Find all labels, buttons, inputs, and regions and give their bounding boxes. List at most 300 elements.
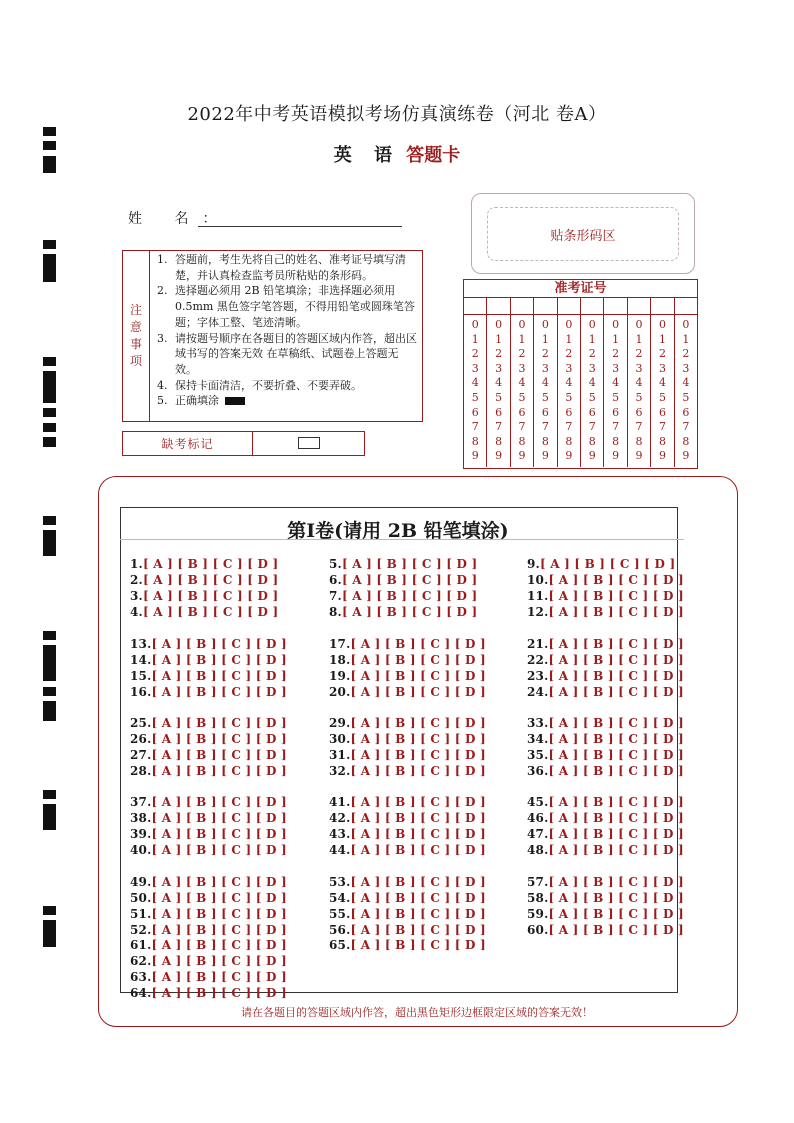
answer-options[interactable]: [ A ] [ B ] [ C ] [ D ] [151, 954, 287, 968]
question-51[interactable] [130, 907, 287, 921]
question-25[interactable] [130, 716, 287, 730]
question-45[interactable] [527, 795, 684, 809]
question-43[interactable] [329, 827, 486, 841]
exam-id-digit-bubble[interactable]: 6 [565, 405, 573, 419]
exam-id-digit-bubble[interactable]: 8 [495, 434, 503, 448]
question-50[interactable] [130, 891, 287, 905]
question-65[interactable] [329, 938, 486, 952]
notice-item: 5. 正确填涂 [157, 393, 419, 409]
exam-id-digit-bubble[interactable]: 4 [495, 376, 503, 390]
question-53[interactable] [329, 875, 486, 889]
answer-options[interactable]: [ A ] [ B ] [ C ] [ D ] [548, 732, 684, 746]
exam-id-digit-bubble[interactable]: 7 [658, 420, 666, 434]
exam-id-digit-bubble[interactable]: 7 [635, 420, 643, 434]
exam-id-digit-bubble[interactable]: 4 [471, 376, 479, 390]
answer-options[interactable]: [ A ] [ B ] [ C ] [ D ] [548, 685, 684, 699]
exam-id-digit-bubble[interactable]: 8 [471, 434, 479, 448]
answer-options[interactable]: [ A ] [ B ] [ C ] [ D ] [350, 685, 486, 699]
exam-id-digit-bubble[interactable]: 8 [612, 434, 620, 448]
question-49[interactable] [130, 875, 287, 889]
answer-options[interactable]: [ A ] [ B ] [ C ] [ D ] [151, 907, 287, 921]
exam-id-digit-bubble[interactable]: 3 [565, 361, 573, 375]
question-10[interactable] [527, 573, 684, 587]
question-7[interactable] [329, 589, 477, 603]
question-number: 27. [130, 748, 152, 762]
question-13[interactable] [130, 637, 287, 651]
exam-id-write-cell[interactable] [534, 298, 557, 314]
question-number: 51. [130, 907, 152, 921]
question-number: 65. [329, 938, 351, 952]
name-label: 姓 名： [128, 211, 231, 227]
exam-id-digit-bubble[interactable]: 0 [471, 318, 479, 331]
question-21[interactable] [527, 637, 684, 651]
exam-id-digit-bubble[interactable]: 5 [518, 390, 526, 404]
answer-options[interactable]: [ A ] [ B ] [ C ] [ D ] [341, 557, 478, 571]
exam-id-write-cell[interactable] [464, 298, 487, 314]
exam-id-write-cell[interactable] [604, 298, 627, 314]
exam-id-digit-bubble[interactable]: 6 [612, 405, 620, 419]
question-62[interactable] [130, 954, 287, 968]
answer-options[interactable]: [ A ] [ B ] [ C ] [ D ] [151, 716, 287, 730]
exam-id-digit-bubble[interactable]: 3 [471, 361, 479, 375]
notice-char: 注 [129, 303, 142, 317]
question-40[interactable] [130, 843, 287, 857]
notice-box [122, 250, 423, 422]
question-number: 14. [130, 653, 152, 667]
exam-id-digit-bubble[interactable]: 2 [612, 347, 620, 361]
exam-id-digit-bubble[interactable]: 0 [658, 318, 666, 331]
question-number: 28. [130, 764, 152, 778]
exam-id-digit-bubble[interactable]: 2 [495, 347, 503, 361]
exam-id-digit-bubble[interactable]: 9 [588, 449, 596, 463]
question-64[interactable] [130, 986, 287, 1000]
exam-id-digit-bubble[interactable]: 3 [518, 361, 526, 375]
answer-options[interactable]: [ A ] [ B ] [ C ] [ D ] [350, 827, 486, 841]
filled-example-mark [225, 397, 245, 405]
question-number: 36. [527, 764, 549, 778]
answer-options[interactable]: [ A ] [ B ] [ C ] [ D ] [151, 938, 287, 952]
question-number: 7. [329, 589, 342, 603]
notice-char: 事 [129, 337, 142, 351]
answer-options[interactable]: [ A ] [ B ] [ C ] [ D ] [548, 923, 684, 937]
question-36[interactable] [527, 764, 684, 778]
exam-id-write-cell[interactable] [581, 298, 604, 314]
question-number: 22. [527, 653, 549, 667]
exam-id-digit-bubble[interactable]: 9 [541, 449, 549, 463]
answer-options[interactable]: [ A ] [ B ] [ C ] [ D ] [151, 764, 287, 778]
exam-id-write-cell[interactable] [558, 298, 581, 314]
question-38[interactable] [130, 811, 287, 825]
question-35[interactable] [527, 748, 684, 762]
question-27[interactable] [130, 748, 287, 762]
exam-id-digit-bubble[interactable]: 6 [658, 405, 666, 419]
exam-id-digit-bubble[interactable]: 5 [612, 390, 620, 404]
exam-id-digit-bubble[interactable]: 3 [682, 361, 690, 375]
exam-id-digit-bubble[interactable]: 5 [541, 390, 549, 404]
exam-id-digit-bubble[interactable]: 7 [518, 420, 526, 434]
exam-id-digit-bubble[interactable]: 6 [682, 405, 690, 419]
question-number: 34. [527, 732, 549, 746]
exam-id-digit-bubble[interactable]: 9 [518, 449, 526, 463]
barcode-label: 贴条形码区 [550, 228, 616, 244]
question-41[interactable] [329, 795, 486, 809]
answer-options[interactable]: [ A ] [ B ] [ C ] [ D ] [151, 891, 287, 905]
exam-id-digit-bubble[interactable]: 2 [541, 347, 549, 361]
question-58[interactable] [527, 891, 684, 905]
exam-id-digit-bubble[interactable]: 9 [658, 449, 666, 463]
exam-id-digit-bubble[interactable]: 5 [471, 390, 479, 404]
footer-note: 请在各题目的答题区域内作答，超出黑色矩形边框限定区域的答案无效！ [241, 1006, 593, 1019]
answer-options[interactable]: [ A ] [ B ] [ C ] [ D ] [151, 653, 287, 667]
answer-options[interactable]: [ A ] [ B ] [ C ] [ D ] [350, 716, 486, 730]
answer-options[interactable]: [ A ] [ B ] [ C ] [ D ] [350, 669, 486, 683]
question-29[interactable] [329, 716, 486, 730]
question-18[interactable] [329, 653, 486, 667]
answer-options[interactable]: [ A ] [ B ] [ C ] [ D ] [142, 557, 279, 571]
exam-id-digit-bubble[interactable]: 7 [495, 420, 503, 434]
exam-id-digit-bubble[interactable]: 0 [588, 318, 596, 331]
question-number: 62. [130, 954, 152, 968]
question-44[interactable] [329, 843, 486, 857]
question-52[interactable] [130, 923, 287, 937]
exam-id-digit-bubble[interactable]: 6 [541, 405, 549, 419]
exam-id-digit-bubble[interactable]: 1 [471, 332, 479, 346]
exam-id-digit-bubble[interactable]: 3 [588, 361, 596, 375]
question-20[interactable] [329, 685, 486, 699]
answer-options[interactable]: [ A ] [ B ] [ C ] [ D ] [142, 573, 279, 587]
question-33[interactable] [527, 716, 684, 730]
card-label: 答题卡 [406, 145, 461, 166]
answer-options[interactable]: [ A ] [ B ] [ C ] [ D ] [350, 811, 486, 825]
exam-id-digit-bubble[interactable]: 1 [635, 332, 643, 346]
exam-id-digit-bubble[interactable]: 9 [565, 449, 573, 463]
exam-id-digit-bubble[interactable]: 1 [658, 332, 666, 346]
exam-id-column [675, 315, 697, 467]
answer-options[interactable]: [ A ] [ B ] [ C ] [ D ] [548, 637, 684, 651]
question-2[interactable] [130, 573, 278, 587]
exam-id-digit-bubble[interactable]: 5 [565, 390, 573, 404]
question-54[interactable] [329, 891, 486, 905]
exam-id-digit-bubble[interactable]: 2 [518, 347, 526, 361]
question-31[interactable] [329, 748, 486, 762]
answer-options[interactable]: [ A ] [ B ] [ C ] [ D ] [548, 573, 684, 587]
question-number: 29. [329, 716, 351, 730]
answer-options[interactable]: [ A ] [ B ] [ C ] [ D ] [350, 938, 486, 952]
question-17[interactable] [329, 637, 486, 651]
answer-options[interactable]: [ A ] [ B ] [ C ] [ D ] [151, 843, 287, 857]
question-37[interactable] [130, 795, 287, 809]
question-19[interactable] [329, 669, 486, 683]
exam-id-bubble-columns [464, 315, 697, 467]
question-28[interactable] [130, 764, 287, 778]
question-39[interactable] [130, 827, 287, 841]
exam-id-digit-bubble[interactable]: 0 [682, 318, 690, 331]
exam-id-digit-bubble[interactable]: 3 [658, 361, 666, 375]
question-number: 64. [130, 986, 152, 1000]
question-57[interactable] [527, 875, 684, 889]
exam-id-digit-bubble[interactable]: 7 [541, 420, 549, 434]
exam-id-digit-bubble[interactable]: 4 [635, 376, 643, 390]
question-number: 13. [130, 637, 152, 651]
question-55[interactable] [329, 907, 486, 921]
exam-id-digit-bubble[interactable]: 4 [658, 376, 666, 390]
answer-options[interactable]: [ A ] [ B ] [ C ] [ D ] [151, 827, 287, 841]
section-title: 第Ⅰ卷(请用 2B 铅笔填涂) [287, 520, 509, 542]
exam-id-digit-bubble[interactable]: 6 [635, 405, 643, 419]
question-47[interactable] [527, 827, 684, 841]
question-3[interactable] [130, 589, 278, 603]
answer-options[interactable]: [ A ] [ B ] [ C ] [ D ] [151, 923, 287, 937]
question-32[interactable] [329, 764, 486, 778]
answer-options[interactable]: [ A ] [ B ] [ C ] [ D ] [548, 605, 684, 619]
exam-id-digit-bubble[interactable]: 3 [612, 361, 620, 375]
answer-options[interactable]: [ A ] [ B ] [ C ] [ D ] [548, 653, 684, 667]
answer-options[interactable]: [ A ] [ B ] [ C ] [ D ] [350, 637, 486, 651]
question-number: 43. [329, 827, 351, 841]
answer-options[interactable]: [ A ] [ B ] [ C ] [ D ] [548, 795, 684, 809]
answer-options[interactable]: [ A ] [ B ] [ C ] [ D ] [350, 875, 486, 889]
answer-options[interactable]: [ A ] [ B ] [ C ] [ D ] [548, 891, 684, 905]
answer-options[interactable]: [ A ] [ B ] [ C ] [ D ] [341, 589, 478, 603]
exam-id-digit-bubble[interactable]: 2 [635, 347, 643, 361]
exam-id-digit-bubble[interactable]: 9 [612, 449, 620, 463]
question-46[interactable] [527, 811, 684, 825]
answer-options[interactable]: [ A ] [ B ] [ C ] [ D ] [539, 557, 676, 571]
answer-options[interactable]: [ A ] [ B ] [ C ] [ D ] [548, 669, 684, 683]
answer-options[interactable]: [ A ] [ B ] [ C ] [ D ] [548, 716, 684, 730]
exam-id-digit-bubble[interactable]: 5 [658, 390, 666, 404]
question-number: 42. [329, 811, 351, 825]
exam-id-digit-bubble[interactable]: 7 [612, 420, 620, 434]
exam-id-digit-bubble[interactable]: 2 [588, 347, 596, 361]
exam-id-column [534, 315, 557, 467]
answer-options[interactable]: [ A ] [ B ] [ C ] [ D ] [548, 907, 684, 921]
exam-id-digit-bubble[interactable]: 6 [518, 405, 526, 419]
absent-label: 缺考标记 [123, 432, 253, 455]
question-14[interactable] [130, 653, 287, 667]
question-24[interactable] [527, 685, 684, 699]
question-61[interactable] [130, 938, 287, 952]
exam-id-column [628, 315, 651, 467]
exam-id-digit-bubble[interactable]: 6 [471, 405, 479, 419]
answer-options[interactable]: [ A ] [ B ] [ C ] [ D ] [142, 605, 279, 619]
exam-id-digit-bubble[interactable]: 9 [635, 449, 643, 463]
question-number: 60. [527, 923, 549, 937]
exam-id-digit-bubble[interactable]: 7 [565, 420, 573, 434]
question-number: 44. [329, 843, 351, 857]
answer-options[interactable]: [ A ] [ B ] [ C ] [ D ] [548, 589, 684, 603]
question-11[interactable] [527, 589, 684, 603]
question-number: 26. [130, 732, 152, 746]
exam-id-write-cell[interactable] [651, 298, 674, 314]
question-number: 40. [130, 843, 152, 857]
exam-id-digit-bubble[interactable]: 8 [588, 434, 596, 448]
exam-id-digit-bubble[interactable]: 0 [612, 318, 620, 331]
exam-id-digit-bubble[interactable]: 1 [518, 332, 526, 346]
answer-options[interactable]: [ A ] [ B ] [ C ] [ D ] [350, 764, 486, 778]
exam-id-digit-bubble[interactable]: 4 [612, 376, 620, 390]
exam-id-digit-bubble[interactable]: 3 [541, 361, 549, 375]
question-63[interactable] [130, 970, 287, 984]
answer-options[interactable]: [ A ] [ B ] [ C ] [ D ] [350, 748, 486, 762]
answer-options[interactable]: [ A ] [ B ] [ C ] [ D ] [548, 875, 684, 889]
exam-id-digit-bubble[interactable]: 4 [541, 376, 549, 390]
question-number: 9. [527, 557, 540, 571]
answer-options[interactable]: [ A ] [ B ] [ C ] [ D ] [548, 748, 684, 762]
question-number: 37. [130, 795, 152, 809]
exam-id-grid [463, 279, 698, 469]
exam-id-digit-bubble[interactable]: 8 [658, 434, 666, 448]
question-16[interactable] [130, 685, 287, 699]
answer-options[interactable]: [ A ] [ B ] [ C ] [ D ] [341, 605, 478, 619]
question-48[interactable] [527, 843, 684, 857]
exam-id-digit-bubble[interactable]: 8 [518, 434, 526, 448]
question-number: 31. [329, 748, 351, 762]
exam-id-digit-bubble[interactable]: 8 [635, 434, 643, 448]
exam-id-digit-bubble[interactable]: 6 [588, 405, 596, 419]
answer-options[interactable]: [ A ] [ B ] [ C ] [ D ] [548, 764, 684, 778]
question-15[interactable] [130, 669, 287, 683]
answer-options[interactable]: [ A ] [ B ] [ C ] [ D ] [151, 795, 287, 809]
exam-id-digit-bubble[interactable]: 1 [588, 332, 596, 346]
question-12[interactable] [527, 605, 684, 619]
exam-id-digit-bubble[interactable]: 2 [682, 347, 690, 361]
question-number: 23. [527, 669, 549, 683]
question-number: 2. [130, 573, 143, 587]
name-field[interactable] [198, 226, 402, 227]
question-number: 35. [527, 748, 549, 762]
answer-options[interactable]: [ A ] [ B ] [ C ] [ D ] [350, 653, 486, 667]
answer-options[interactable]: [ A ] [ B ] [ C ] [ D ] [151, 669, 287, 683]
exam-id-digit-bubble[interactable]: 1 [612, 332, 620, 346]
exam-id-digit-bubble[interactable]: 4 [682, 376, 690, 390]
exam-id-digit-bubble[interactable]: 1 [541, 332, 549, 346]
question-56[interactable] [329, 923, 486, 937]
answer-options[interactable]: [ A ] [ B ] [ C ] [ D ] [151, 811, 287, 825]
exam-id-digit-bubble[interactable]: 2 [658, 347, 666, 361]
exam-id-digit-bubble[interactable]: 0 [635, 318, 643, 331]
exam-id-digit-bubble[interactable]: 8 [565, 434, 573, 448]
exam-id-digit-bubble[interactable]: 3 [635, 361, 643, 375]
exam-id-title: 准考证号 [464, 280, 697, 298]
question-number: 4. [130, 605, 143, 619]
exam-id-digit-bubble[interactable]: 9 [682, 449, 690, 463]
exam-id-digit-bubble[interactable]: 9 [471, 449, 479, 463]
absent-checkbox[interactable] [298, 437, 320, 449]
exam-id-digit-bubble[interactable]: 1 [682, 332, 690, 346]
answer-options[interactable]: [ A ] [ B ] [ C ] [ D ] [142, 589, 279, 603]
question-9[interactable] [527, 557, 675, 571]
question-30[interactable] [329, 732, 486, 746]
exam-id-digit-bubble[interactable]: 0 [495, 318, 503, 331]
exam-id-column [511, 315, 534, 467]
answer-options[interactable]: [ A ] [ B ] [ C ] [ D ] [151, 970, 287, 984]
exam-id-digit-bubble[interactable]: 9 [495, 449, 503, 463]
question-6[interactable] [329, 573, 477, 587]
question-23[interactable] [527, 669, 684, 683]
exam-id-digit-bubble[interactable]: 4 [565, 376, 573, 390]
exam-id-digit-bubble[interactable]: 0 [541, 318, 549, 331]
question-number: 19. [329, 669, 351, 683]
question-42[interactable] [329, 811, 486, 825]
page-title: 2022年中考英语模拟考场仿真演练卷（河北 卷A） [187, 104, 607, 125]
answer-options[interactable]: [ A ] [ B ] [ C ] [ D ] [151, 986, 287, 1000]
exam-id-digit-bubble[interactable]: 1 [495, 332, 503, 346]
question-number: 39. [130, 827, 152, 841]
exam-id-digit-bubble[interactable]: 7 [682, 420, 690, 434]
exam-id-digit-bubble[interactable]: 8 [541, 434, 549, 448]
answer-options[interactable]: [ A ] [ B ] [ C ] [ D ] [350, 891, 486, 905]
exam-id-digit-bubble[interactable]: 0 [518, 318, 526, 331]
exam-id-write-cell[interactable] [511, 298, 534, 314]
answer-options[interactable]: [ A ] [ B ] [ C ] [ D ] [548, 843, 684, 857]
exam-id-digit-bubble[interactable]: 2 [471, 347, 479, 361]
exam-id-digit-bubble[interactable]: 2 [565, 347, 573, 361]
answer-options[interactable]: [ A ] [ B ] [ C ] [ D ] [350, 907, 486, 921]
question-number: 30. [329, 732, 351, 746]
question-number: 52. [130, 923, 152, 937]
exam-id-digit-bubble[interactable]: 5 [495, 390, 503, 404]
subject-label: 英 语 [333, 145, 400, 166]
question-number: 6. [329, 573, 342, 587]
question-34[interactable] [527, 732, 684, 746]
exam-id-digit-bubble[interactable]: 8 [682, 434, 690, 448]
exam-id-digit-bubble[interactable]: 0 [565, 318, 573, 331]
answer-options[interactable]: [ A ] [ B ] [ C ] [ D ] [548, 811, 684, 825]
question-59[interactable] [527, 907, 684, 921]
answer-options[interactable]: [ A ] [ B ] [ C ] [ D ] [151, 732, 287, 746]
exam-id-digit-bubble[interactable]: 1 [565, 332, 573, 346]
exam-id-digit-bubble[interactable]: 6 [495, 405, 503, 419]
exam-id-digit-bubble[interactable]: 5 [635, 390, 643, 404]
exam-id-digit-bubble[interactable]: 4 [588, 376, 596, 390]
exam-id-write-cell[interactable] [628, 298, 651, 314]
question-5[interactable] [329, 557, 477, 571]
question-number: 16. [130, 685, 152, 699]
exam-id-digit-bubble[interactable]: 3 [495, 361, 503, 375]
question-60[interactable] [527, 923, 684, 937]
question-1[interactable] [130, 557, 278, 571]
question-8[interactable] [329, 605, 477, 619]
answer-options[interactable]: [ A ] [ B ] [ C ] [ D ] [151, 875, 287, 889]
question-number: 5. [329, 557, 342, 571]
question-26[interactable] [130, 732, 287, 746]
exam-id-digit-bubble[interactable]: 7 [471, 420, 479, 434]
answer-options[interactable]: [ A ] [ B ] [ C ] [ D ] [350, 843, 486, 857]
question-number: 50. [130, 891, 152, 905]
exam-id-digit-bubble[interactable]: 7 [588, 420, 596, 434]
answer-options[interactable]: [ A ] [ B ] [ C ] [ D ] [548, 827, 684, 841]
question-4[interactable] [130, 605, 278, 619]
exam-id-digit-bubble[interactable]: 5 [588, 390, 596, 404]
question-number: 49. [130, 875, 152, 889]
barcode-area[interactable] [487, 207, 679, 261]
exam-id-write-cell[interactable] [675, 298, 697, 314]
question-22[interactable] [527, 653, 684, 667]
question-number: 12. [527, 605, 549, 619]
answer-options[interactable]: [ A ] [ B ] [ C ] [ D ] [341, 573, 478, 587]
answer-options[interactable]: [ A ] [ B ] [ C ] [ D ] [350, 732, 486, 746]
answer-options[interactable]: [ A ] [ B ] [ C ] [ D ] [350, 923, 486, 937]
answer-options[interactable]: [ A ] [ B ] [ C ] [ D ] [350, 795, 486, 809]
question-number: 17. [329, 637, 351, 651]
exam-id-write-cell[interactable] [487, 298, 510, 314]
answer-options[interactable]: [ A ] [ B ] [ C ] [ D ] [151, 748, 287, 762]
exam-id-digit-bubble[interactable]: 4 [518, 376, 526, 390]
exam-id-digit-bubble[interactable]: 5 [682, 390, 690, 404]
answer-options[interactable]: [ A ] [ B ] [ C ] [ D ] [151, 637, 287, 651]
answer-options[interactable]: [ A ] [ B ] [ C ] [ D ] [151, 685, 287, 699]
